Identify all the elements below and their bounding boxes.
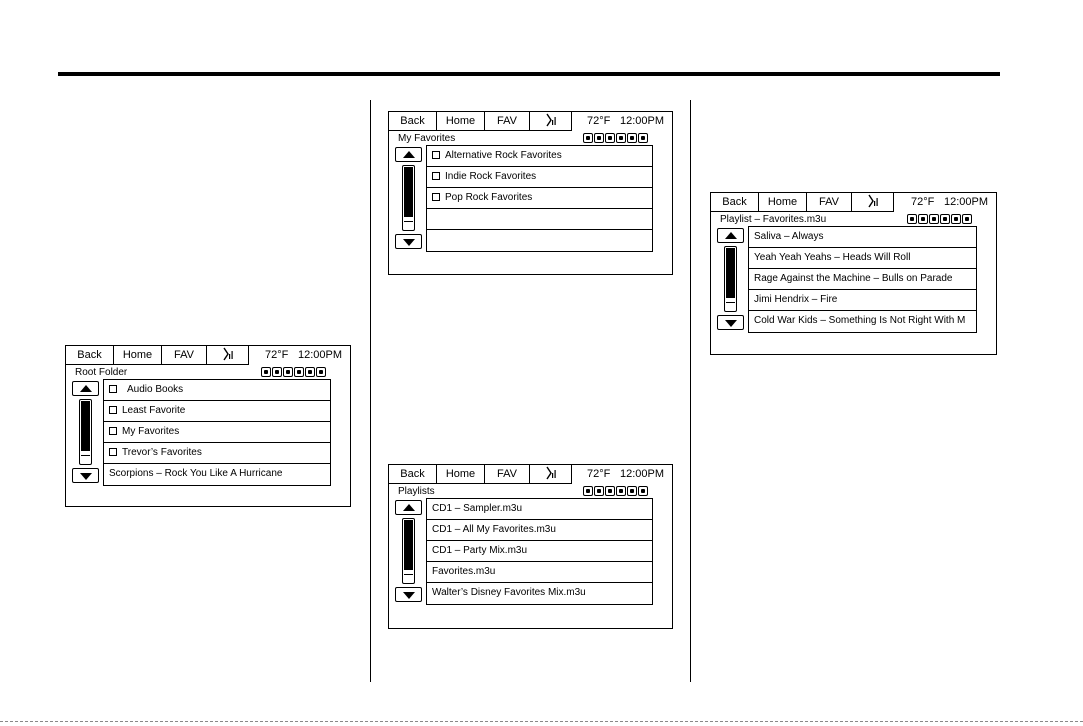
fav-button[interactable]: FAV: [485, 465, 530, 484]
item-label: Pop Rock Favorites: [445, 192, 533, 203]
headphones-icon: [272, 367, 282, 377]
list-item[interactable]: [749, 227, 976, 248]
audio-source-icon[interactable]: [530, 112, 572, 131]
item-list: [426, 145, 653, 252]
scroll-thumb[interactable]: [404, 167, 413, 217]
item-label: CD1 – All My Favorites.m3u: [432, 524, 556, 535]
list-item[interactable]: [749, 311, 976, 332]
scroll-thumb[interactable]: [81, 401, 90, 451]
item-label: Walter’s Disney Favorites Mix.m3u: [432, 587, 586, 598]
eye-icon: [907, 214, 917, 224]
home-button[interactable]: Home: [114, 346, 162, 365]
item-list: [426, 498, 653, 605]
list-item[interactable]: [427, 541, 652, 562]
clock-readout: 12:00PM: [620, 468, 665, 480]
back-button[interactable]: Back: [711, 193, 759, 212]
item-label: Audio Books: [122, 384, 184, 395]
item-label: Scorpions – Rock You Like A Hurricane: [109, 468, 283, 479]
phone-icon: [627, 486, 637, 496]
top-bar: [711, 193, 996, 213]
fav-button[interactable]: FAV: [807, 193, 852, 212]
down-arrow-icon: [725, 320, 737, 327]
eye-icon: [583, 486, 593, 496]
list-item[interactable]: [427, 230, 652, 251]
item-label: Jimi Hendrix – Fire: [754, 294, 838, 305]
scroll-thumb-end: [404, 221, 413, 222]
clock-readout: 12:00PM: [620, 115, 665, 127]
folder-title: Playlists: [398, 486, 435, 497]
down-arrow-icon: [403, 592, 415, 599]
top-bar: [389, 112, 672, 132]
folder-checkbox-icon: [432, 193, 440, 201]
item-label: Yeah Yeah Yeahs – Heads Will Roll: [754, 252, 911, 263]
down-arrow-icon: [80, 473, 92, 480]
item-label: CD1 – Party Mix.m3u: [432, 545, 528, 556]
scroll-up-button[interactable]: [395, 147, 422, 162]
temperature-readout: 72°F: [265, 349, 289, 361]
fav-button[interactable]: FAV: [162, 346, 207, 365]
home-button[interactable]: Home: [759, 193, 807, 212]
top-bar: [389, 465, 672, 485]
list-item[interactable]: [427, 520, 652, 541]
shuffle-icon: [283, 367, 293, 377]
screen-my-favorites: [388, 111, 673, 275]
eye-icon: [261, 367, 271, 377]
scroll-thumb-end: [81, 455, 90, 456]
header-rule: [58, 72, 1000, 76]
list-item[interactable]: [104, 464, 330, 485]
scroll-up-button[interactable]: [72, 381, 99, 396]
folder-title: Playlist – Favorites.m3u: [720, 214, 827, 225]
scroll-track[interactable]: [402, 518, 415, 584]
item-label: My Favorites: [122, 426, 180, 437]
shuffle-icon: [929, 214, 939, 224]
scroll-thumb[interactable]: [726, 248, 735, 298]
list-item[interactable]: [749, 269, 976, 290]
folder-title: My Favorites: [398, 133, 456, 144]
bluetooth-icon: [962, 214, 972, 224]
mute-icon: [940, 214, 950, 224]
phone-icon: [951, 214, 961, 224]
folder-checkbox-icon: [432, 151, 440, 159]
bluetooth-icon: [638, 486, 648, 496]
down-arrow-icon: [403, 239, 415, 246]
folder-checkbox-icon: [432, 172, 440, 180]
folder-item[interactable]: [427, 146, 652, 167]
folder-item[interactable]: [427, 188, 652, 209]
headphones-icon: [594, 133, 604, 143]
temperature-readout: 72°F: [587, 468, 611, 480]
item-label: Least Favorite: [122, 405, 186, 416]
status-icons: [583, 486, 648, 497]
screen-root-folder: [65, 345, 351, 507]
fav-button[interactable]: FAV: [485, 112, 530, 131]
item-label: Favorites.m3u: [432, 566, 496, 577]
item-label: Trevor’s Favorites: [122, 447, 202, 458]
scroll-thumb[interactable]: [404, 520, 413, 570]
temperature-readout: 72°F: [911, 196, 935, 208]
up-arrow-icon: [725, 232, 737, 239]
up-arrow-icon: [403, 504, 415, 511]
item-label: CD1 – Sampler.m3u: [432, 503, 523, 514]
item-label: Cold War Kids – Something Is Not Right With M: [754, 315, 966, 326]
scroll-track[interactable]: [79, 399, 92, 465]
list-item[interactable]: [427, 499, 652, 520]
temperature-readout: 72°F: [587, 115, 611, 127]
shuffle-icon: [605, 486, 615, 496]
item-label: Rage Against the Machine – Bulls on Parade: [754, 273, 953, 284]
up-arrow-icon: [403, 151, 415, 158]
up-arrow-icon: [80, 385, 92, 392]
mute-icon: [616, 486, 626, 496]
clock-readout: 12:00PM: [298, 349, 343, 361]
back-button[interactable]: Back: [389, 465, 437, 484]
folder-item[interactable]: [427, 167, 652, 188]
column-divider-left: [370, 100, 371, 682]
scroll-down-button[interactable]: [72, 468, 99, 483]
home-button[interactable]: Home: [437, 465, 485, 484]
list-item[interactable]: [427, 209, 652, 230]
scroll-thumb-end: [726, 302, 735, 303]
top-bar: [66, 346, 350, 366]
bluetooth-icon: [638, 133, 648, 143]
audio-source-icon[interactable]: [207, 346, 249, 365]
home-button[interactable]: Home: [437, 112, 485, 131]
folder-item[interactable]: [104, 380, 330, 401]
item-list: [103, 379, 331, 486]
scroll-track[interactable]: [724, 246, 737, 312]
list-item[interactable]: [749, 248, 976, 269]
list-item[interactable]: [427, 562, 652, 583]
audio-source-icon[interactable]: [852, 193, 894, 212]
back-button[interactable]: Back: [389, 112, 437, 131]
scroll-down-button[interactable]: [717, 315, 744, 330]
headphones-icon: [594, 486, 604, 496]
scroll-thumb-end: [404, 574, 413, 575]
clock-readout: 12:00PM: [944, 196, 989, 208]
phone-icon: [305, 367, 315, 377]
status-icons: [583, 133, 648, 144]
item-list: [748, 226, 977, 333]
shuffle-icon: [605, 133, 615, 143]
folder-item[interactable]: [104, 401, 330, 422]
audio-source-icon[interactable]: [530, 465, 572, 484]
status-icons: [907, 214, 972, 225]
bluetooth-icon: [316, 367, 326, 377]
folder-title: Root Folder: [75, 367, 128, 378]
folder-item[interactable]: [104, 422, 330, 443]
item-label: Indie Rock Favorites: [445, 171, 537, 182]
list-item[interactable]: [427, 583, 652, 604]
screen-playlists: [388, 464, 673, 629]
screen-playlist-favorites: [710, 192, 997, 355]
eye-icon: [583, 133, 593, 143]
scroll-down-button[interactable]: [395, 587, 422, 602]
back-button[interactable]: Back: [66, 346, 114, 365]
scroll-up-button[interactable]: [717, 228, 744, 243]
folder-checkbox-icon: [109, 427, 117, 435]
folder-item[interactable]: [104, 443, 330, 464]
phone-icon: [627, 133, 637, 143]
scroll-up-button[interactable]: [395, 500, 422, 515]
scroll-track[interactable]: [402, 165, 415, 231]
headphones-icon: [918, 214, 928, 224]
scroll-down-button[interactable]: [395, 234, 422, 249]
folder-checkbox-icon: [109, 385, 117, 393]
item-label: Alternative Rock Favorites: [445, 150, 562, 161]
mute-icon: [616, 133, 626, 143]
item-label: Saliva – Always: [754, 231, 824, 242]
folder-checkbox-icon: [109, 448, 117, 456]
folder-checkbox-icon: [109, 406, 117, 414]
list-item[interactable]: [749, 290, 976, 311]
column-divider-right: [690, 100, 691, 682]
page-bottom-edge: [0, 721, 1083, 722]
mute-icon: [294, 367, 304, 377]
status-icons: [261, 367, 326, 378]
